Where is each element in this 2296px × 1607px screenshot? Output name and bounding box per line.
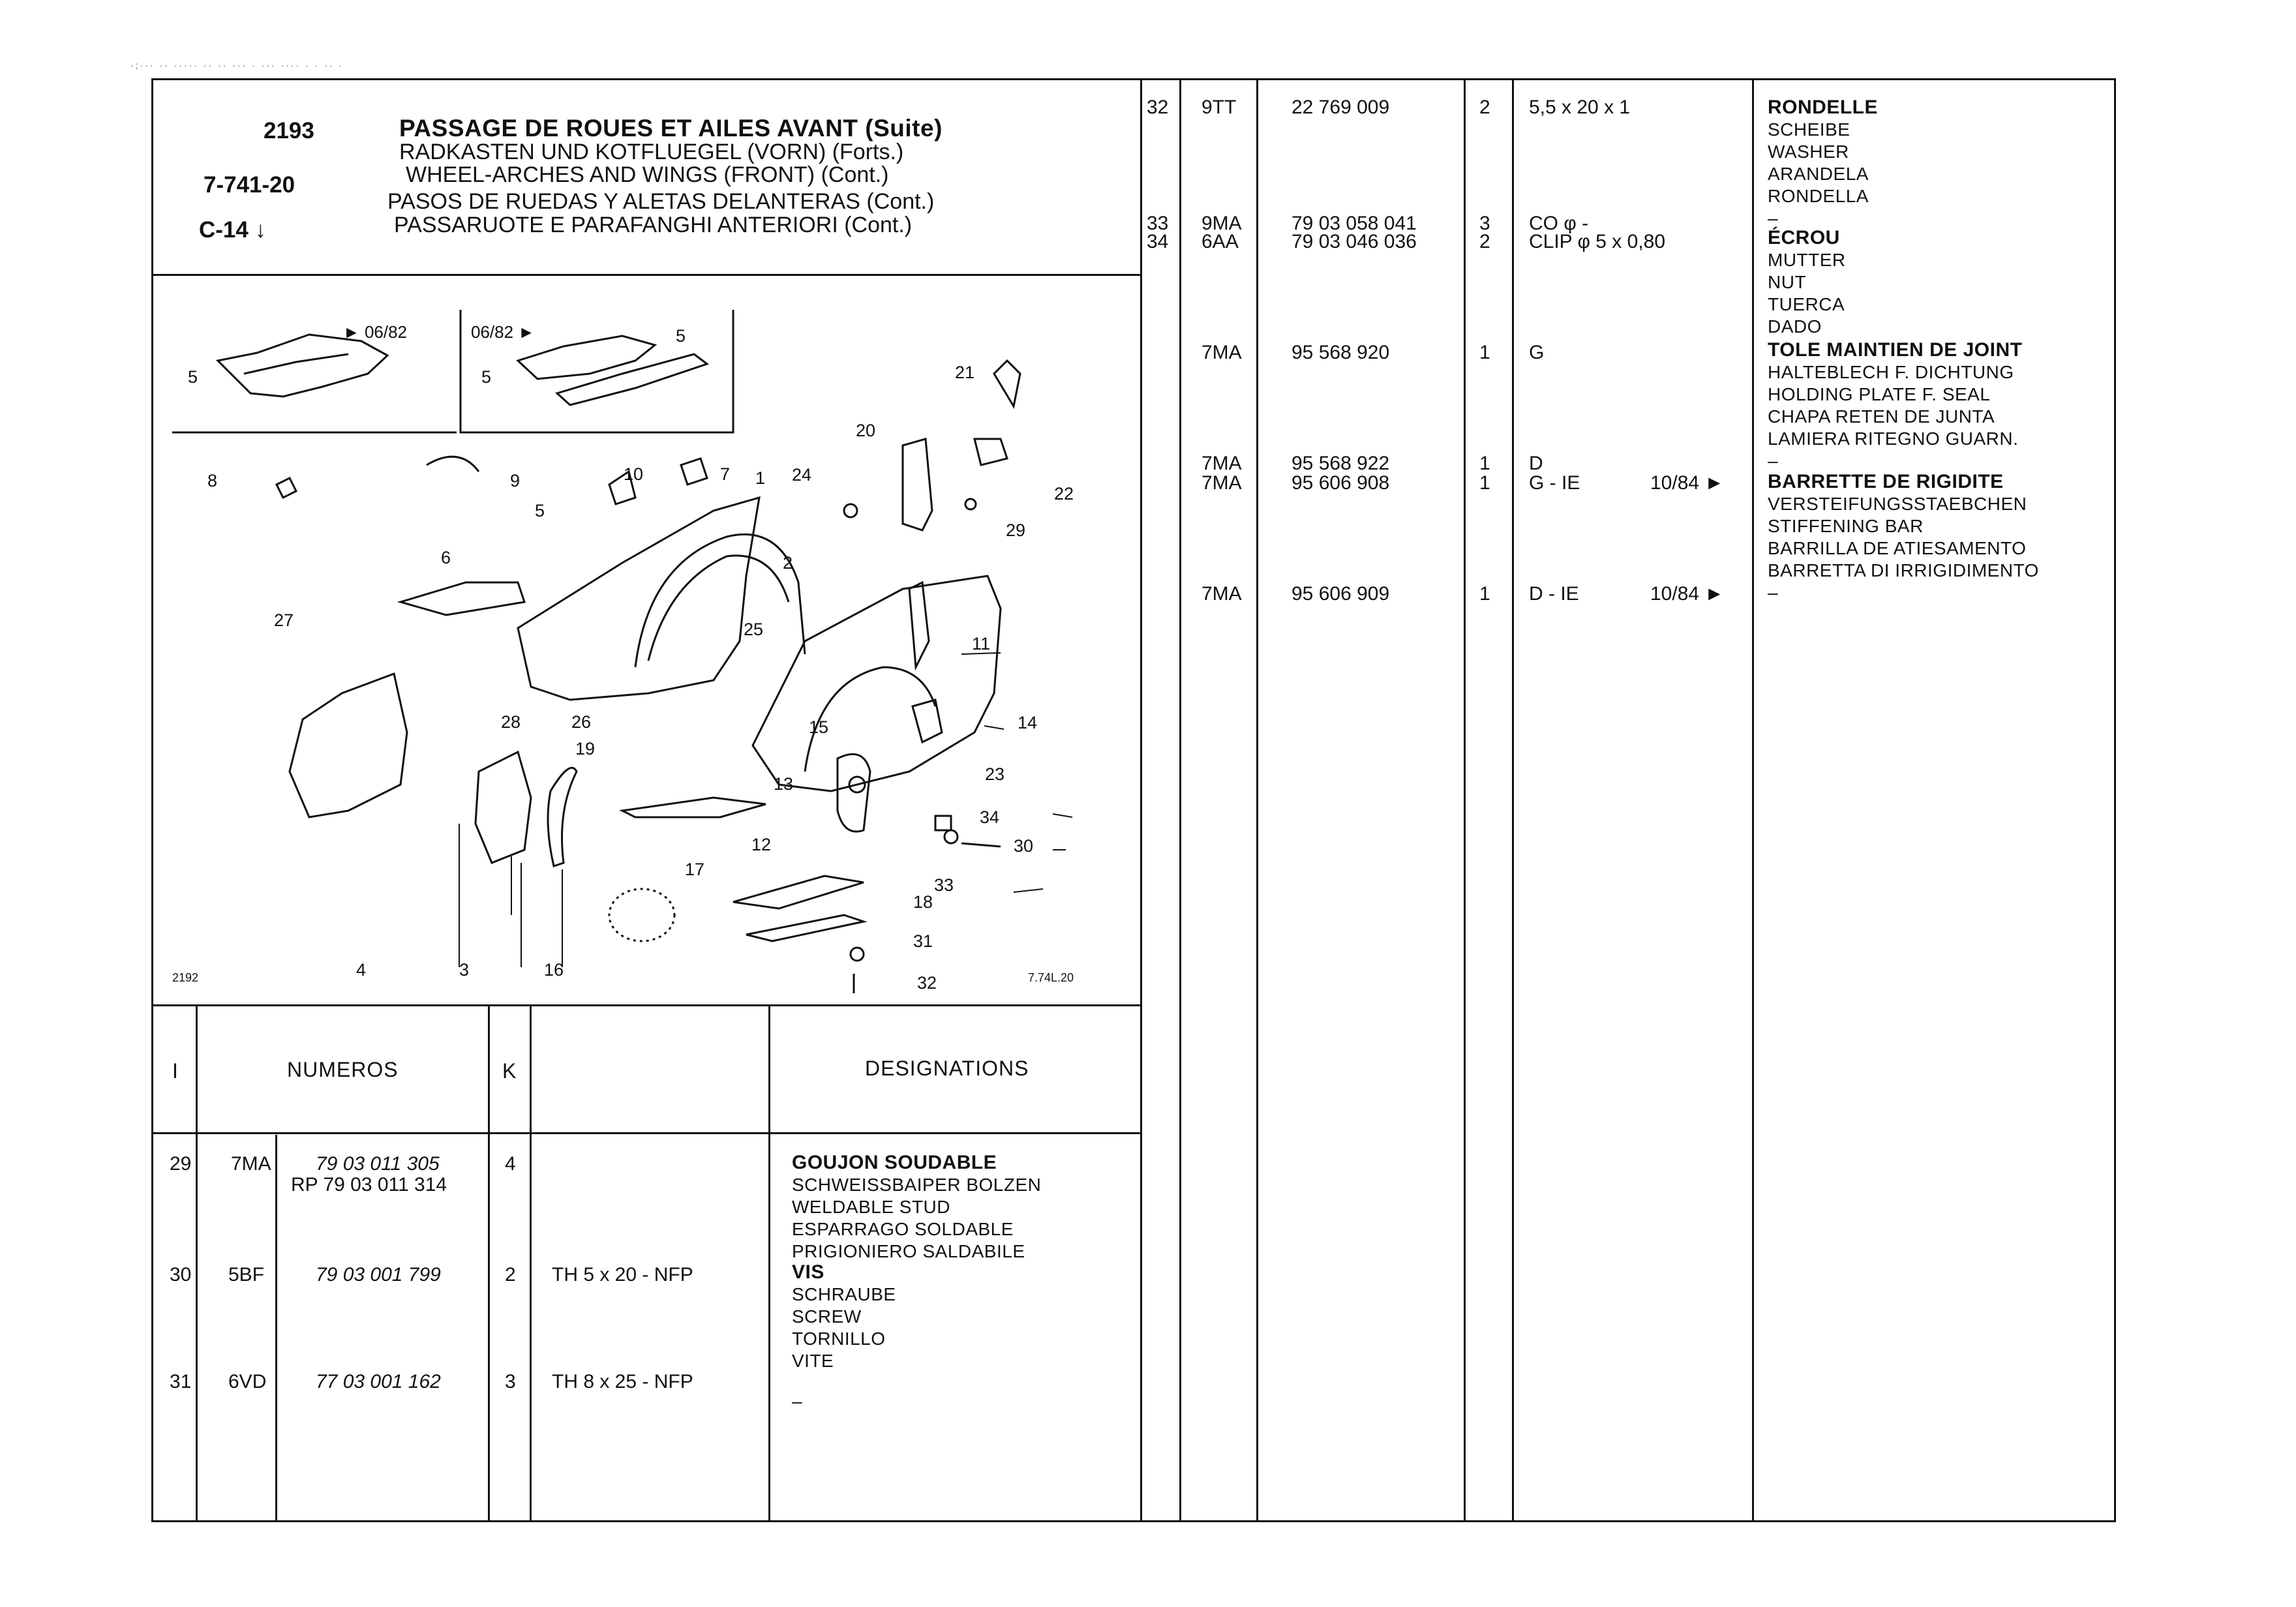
designation-it: DADO: [1768, 316, 1822, 337]
stiffening-bar: [909, 582, 929, 667]
col-sep: [530, 1004, 532, 1522]
designation-de: VERSTEIFUNGSSTAEBCHEN: [1768, 494, 2027, 514]
designation-list: [1768, 227, 1846, 338]
callout: 19: [575, 739, 596, 758]
designation-es: TUERCA: [1768, 294, 1845, 314]
designation-de: SCHWEISSBAIPER BOLZEN: [792, 1175, 1042, 1195]
part-number: 95 568 922: [1292, 453, 1390, 474]
callout: 31: [913, 931, 933, 951]
designation-fr: TOLE MAINTIEN DE JOINT: [1768, 339, 2023, 361]
callout: 23: [985, 764, 1005, 784]
splash-13: [838, 754, 870, 832]
designation-it: VITE: [792, 1351, 834, 1371]
col-sep: [1512, 78, 1514, 1522]
page-ref: 7-741-20: [204, 172, 295, 198]
designation-it: PRIGIONIERO SALDABILE: [792, 1241, 1025, 1261]
designation-en: SCREW: [792, 1306, 862, 1327]
spec: CLIP φ 5 x 0,80: [1529, 231, 1666, 252]
spec: TH 8 x 25 - NFP: [552, 1371, 693, 1392]
part-code: 9MA: [1201, 213, 1242, 234]
designation-de: SCHRAUBE: [792, 1284, 896, 1304]
callout: 5: [535, 501, 545, 520]
designation-list: [792, 1261, 896, 1372]
bracket-22: [974, 439, 1007, 465]
callout: 9: [510, 471, 521, 490]
callout: 30: [1014, 836, 1034, 856]
callout: 7: [720, 464, 731, 484]
callout: 1: [755, 468, 766, 488]
col-sep: [1464, 78, 1466, 1522]
designation-end: –: [1768, 208, 1779, 228]
callout: 20: [856, 421, 876, 440]
title-en: WHEEL-ARCHES AND WINGS (FRONT) (Cont.): [406, 162, 889, 187]
col-sep: [1256, 78, 1258, 1522]
part-number: 77 03 001 162: [316, 1371, 441, 1392]
section-code-text: C-14: [199, 217, 249, 243]
quantity: 1: [1479, 583, 1490, 605]
callout: 15: [809, 717, 829, 737]
callout: 24: [792, 465, 812, 485]
designation-fr: RONDELLE: [1768, 97, 1878, 118]
part-number-rp: RP 79 03 011 314: [291, 1174, 447, 1195]
designation-list: [1768, 471, 2039, 604]
callout: 27: [274, 610, 294, 630]
designation-end: –: [1768, 451, 1779, 471]
designation-es: ESPARRAGO SOLDABLE: [792, 1219, 1014, 1239]
designation-fr: GOUJON SOUDABLE: [792, 1152, 997, 1173]
panel-3: [476, 752, 531, 863]
quantity: 1: [1479, 342, 1490, 363]
spec: D: [1529, 453, 1543, 474]
seal-holder-20: [903, 439, 932, 530]
designation-list: [792, 1390, 802, 1413]
designation-es: CHAPA RETEN DE JUNTA: [1768, 406, 1995, 427]
callout: 21: [955, 363, 975, 382]
col-sep: [196, 1004, 198, 1522]
title-es: PASOS DE RUEDAS Y ALETAS DELANTERAS (Cont.): [387, 189, 935, 214]
quantity: 2: [1479, 231, 1490, 252]
item-no: 34: [1147, 231, 1169, 252]
spec: 5,5 x 20 x 1: [1529, 97, 1631, 118]
table-top-rule: [151, 1004, 1141, 1006]
callout: 13: [774, 774, 794, 794]
part-code: 7MA: [1201, 583, 1242, 605]
col-sep: [275, 1135, 277, 1522]
designation-de: MUTTER: [1768, 250, 1846, 270]
callout: 32: [917, 973, 937, 993]
callout: 6: [441, 548, 451, 567]
bracket-14: [913, 700, 942, 742]
designation-it: RONDELLA: [1768, 186, 1869, 206]
designation-end: –: [1768, 582, 1779, 603]
panel-6: [400, 582, 524, 615]
designation-en: WASHER: [1768, 142, 1849, 162]
part-code: 7MA: [1201, 342, 1242, 363]
inset-part-right: [518, 336, 655, 379]
part-code: 6AA: [1201, 231, 1239, 252]
part-number: 79 03 046 036: [1292, 231, 1417, 252]
quantity: 4: [505, 1153, 516, 1175]
date-code: 10/84 ►: [1650, 583, 1725, 605]
bracket-21: [994, 361, 1020, 406]
part-code: 7MA: [1201, 453, 1242, 474]
nut-33: [851, 948, 864, 961]
detail-circle: [609, 889, 674, 941]
panel-4: [290, 674, 407, 817]
washer-32: [944, 830, 958, 843]
designation-list: [792, 1152, 1041, 1263]
item-no: 32: [1147, 97, 1169, 118]
designation-list: [1768, 97, 1878, 230]
callout: 16: [544, 960, 564, 980]
page-code: 2193: [264, 118, 314, 143]
quantity: 1: [1479, 453, 1490, 474]
part-7: [681, 458, 707, 485]
inset-left-label: ► 06/82: [343, 322, 408, 342]
part-number: 79 03 001 799: [316, 1264, 441, 1285]
col-head-numeros: NUMEROS: [287, 1058, 399, 1081]
designation-it: LAMIERA RITEGNO GUARN.: [1768, 428, 2019, 449]
inset-right-label: 06/82 ►: [471, 322, 536, 342]
scan-marks: ·;··· ·· ····· ·· ·· ··· · ··· ···· · · ·· ·: [130, 60, 344, 70]
col-head-i: I: [172, 1059, 179, 1083]
callout: 29: [1006, 520, 1026, 540]
col-head-designations: DESIGNATIONS: [865, 1057, 1029, 1080]
callout: 25: [744, 620, 764, 639]
designation-es: ARANDELA: [1768, 164, 1869, 184]
stud-24: [844, 504, 857, 517]
panel-divider: [1140, 78, 1142, 1522]
date-code: 10/84 ►: [1650, 472, 1725, 494]
title-fr: PASSAGE DE ROUES ET AILES AVANT (Suite): [399, 115, 943, 142]
designation-de: HALTEBLECH F. DICHTUNG: [1768, 362, 2014, 382]
callout: 34: [980, 807, 1000, 827]
callout: 2: [783, 553, 793, 573]
callout: 12: [751, 835, 772, 854]
spec: CO φ -: [1529, 213, 1589, 234]
part-code: 7MA: [231, 1153, 271, 1175]
callout: 14: [1018, 713, 1038, 732]
part-number: 79 03 058 041: [1292, 213, 1417, 234]
quantity: 3: [505, 1371, 516, 1392]
callout: 3: [459, 960, 470, 980]
part-number: 79 03 011 305: [316, 1153, 440, 1175]
spec: G: [1529, 342, 1545, 363]
callout: 5: [188, 367, 198, 387]
diagram-ref-left: 2192: [172, 971, 199, 984]
col-sep: [1752, 78, 1754, 1522]
part-code: 6VD: [228, 1371, 267, 1392]
col-sep: [488, 1004, 490, 1522]
inner-wheelhouse-panel: [518, 498, 759, 700]
quantity: 2: [1479, 97, 1490, 118]
strip-17: [733, 876, 864, 909]
inset-part-left: [218, 335, 387, 397]
callout: 4: [356, 960, 367, 980]
trim-16: [548, 768, 577, 866]
strip-12: [622, 798, 766, 817]
designation-es: TORNILLO: [792, 1329, 886, 1349]
designation-fr: –: [792, 1391, 803, 1411]
item-no: 29: [170, 1153, 192, 1175]
part-code: 5BF: [228, 1264, 265, 1285]
callout: 5: [481, 367, 492, 387]
callout: 33: [934, 875, 954, 895]
designation-es: BARRILLA DE ATIESAMENTO: [1768, 538, 2027, 558]
quantity: 3: [1479, 213, 1490, 234]
part-number: 22 769 009: [1292, 97, 1390, 118]
callout: 26: [571, 712, 592, 732]
col-head-k: K: [502, 1059, 517, 1083]
section-code: [199, 218, 266, 241]
item-no: 31: [170, 1371, 192, 1392]
part-code: 7MA: [1201, 472, 1242, 494]
part-8: [277, 478, 296, 498]
designation-en: HOLDING PLATE F. SEAL: [1768, 384, 1991, 404]
quantity: 2: [505, 1264, 516, 1285]
part-number: 95 568 920: [1292, 342, 1390, 363]
designation-de: SCHEIBE: [1768, 119, 1850, 140]
quantity: 1: [1479, 472, 1490, 494]
down-arrow-icon: ↓: [254, 217, 267, 243]
designation-fr: ÉCROU: [1768, 227, 1840, 248]
title-de: RADKASTEN UND KOTFLUEGEL (VORN) (Forts.): [399, 140, 904, 164]
spec: D - IE: [1529, 583, 1579, 605]
part-number: 95 606 909: [1292, 583, 1390, 605]
item-no: 33: [1147, 213, 1169, 234]
clip-34: [935, 816, 951, 830]
callout: 8: [207, 471, 218, 490]
callout: 18: [913, 892, 933, 912]
part-code: 9TT: [1201, 97, 1237, 118]
designation-fr: BARRETTE DE RIGIDITE: [1768, 471, 2004, 492]
designation-it: BARRETTA DI IRRIGIDIMENTO: [1768, 560, 2039, 580]
item-no: 30: [170, 1264, 192, 1285]
designation-list: [1768, 339, 2022, 472]
strip-18: [746, 915, 864, 941]
spec: G - IE: [1529, 472, 1580, 494]
front-wing: [753, 576, 1001, 791]
callout: 17: [685, 860, 705, 879]
designation-en: STIFFENING BAR: [1768, 516, 1924, 536]
exploded-parts-diagram: [153, 276, 1140, 1004]
designation-fr: VIS: [792, 1261, 824, 1283]
spec: TH 5 x 20 - NFP: [552, 1264, 693, 1285]
title-it: PASSARUOTE E PARAFANGHI ANTERIORI (Cont.): [394, 213, 913, 237]
callout: 28: [501, 712, 521, 732]
callout: 22: [1054, 484, 1074, 503]
col-sep: [1179, 78, 1181, 1522]
diagram-ref-right: 7.74L.20: [1028, 971, 1074, 984]
stud-29: [965, 499, 976, 509]
designation-en: NUT: [1768, 272, 1807, 292]
callout: 11: [972, 634, 991, 653]
col-sep: [768, 1004, 770, 1522]
designation-en: WELDABLE STUD: [792, 1197, 950, 1217]
table-header-rule: [151, 1132, 1141, 1134]
callout: 5: [676, 326, 686, 346]
part-number: 95 606 908: [1292, 472, 1390, 494]
screw-30: [961, 843, 1001, 847]
part-9: [427, 457, 479, 472]
callout: 10: [624, 464, 644, 484]
